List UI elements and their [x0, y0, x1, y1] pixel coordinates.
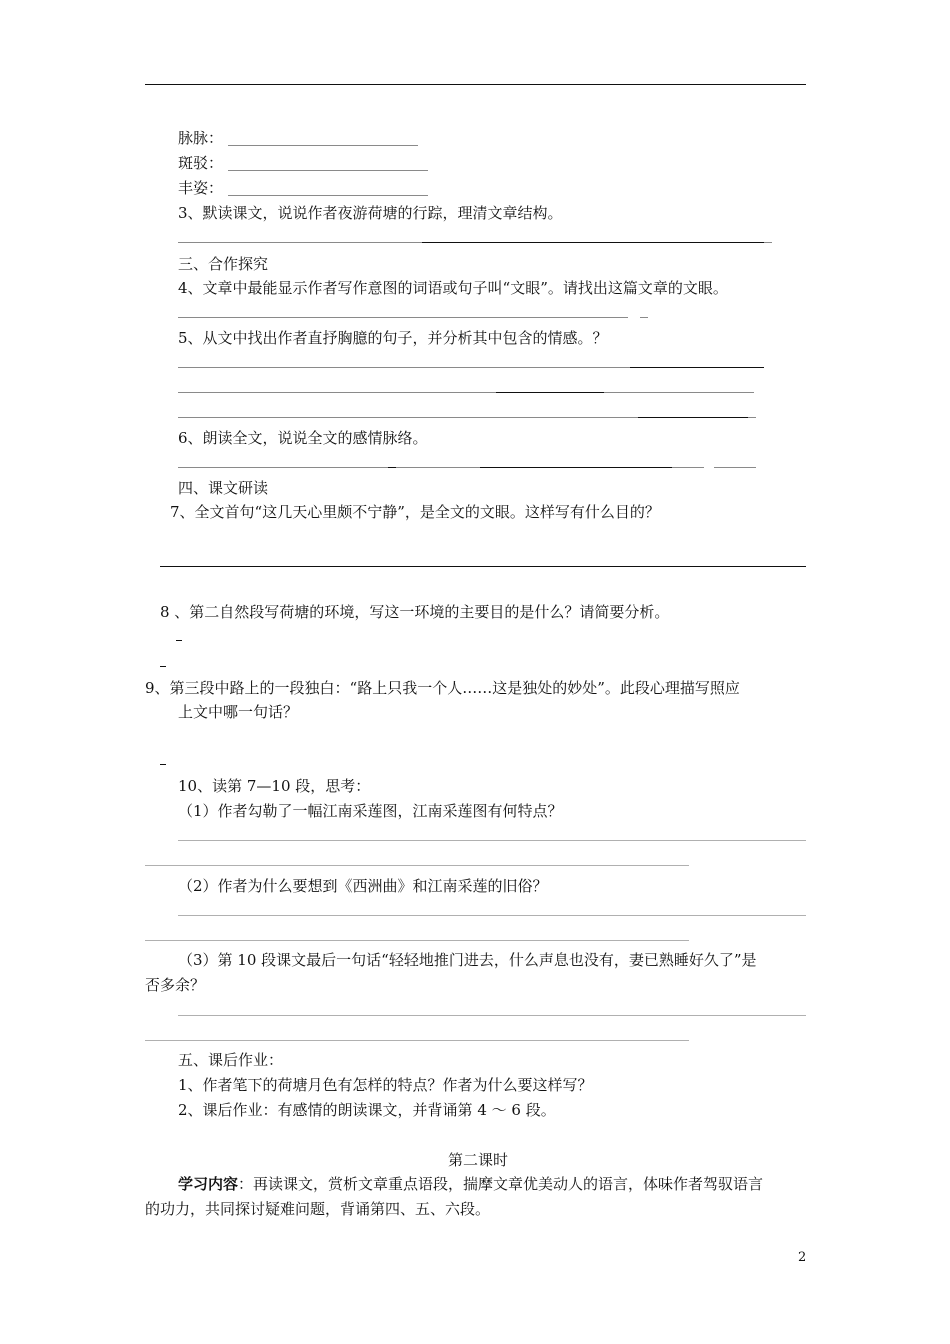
answer-line[interactable] — [388, 467, 396, 468]
question-6: 6、朗读全文，说说全文的感情脉络。 — [178, 429, 428, 447]
answer-blank[interactable] — [228, 145, 418, 146]
answer-line[interactable] — [178, 915, 806, 916]
homework-2: 2、课后作业：有感情的朗读课文，并背诵第 4 ～ 6 段。 — [178, 1101, 556, 1119]
answer-blank[interactable] — [228, 195, 428, 196]
homework-1: 1、作者笔下的荷塘月色有怎样的特点？作者为什么要这样写？ — [178, 1076, 593, 1094]
vocab-label: 脉脉： — [178, 129, 224, 147]
section-heading: 四、课文研读 — [178, 479, 269, 497]
answer-line[interactable] — [630, 367, 764, 368]
vocab-label: 丰姿： — [178, 179, 224, 197]
study-content-cont: 的功力，共同探讨疑难问题，背诵第四、五、六段。 — [145, 1200, 491, 1218]
answer-line[interactable] — [145, 940, 689, 941]
question-10-2: （2）作者为什么要想到《西洲曲》和江南采莲的旧俗？ — [178, 877, 548, 895]
answer-line[interactable] — [480, 467, 672, 468]
answer-line[interactable] — [640, 317, 648, 318]
question-10-3-cont: 否多余？ — [145, 976, 206, 994]
question-7: 7、全文首句“这几天心里颇不宁静”，是全文的文眼。这样写有什么目的？ — [170, 503, 660, 521]
answer-line[interactable] — [145, 865, 689, 866]
answer-line[interactable] — [496, 392, 604, 393]
answer-line[interactable] — [178, 242, 422, 243]
answer-line[interactable] — [178, 417, 638, 418]
question-8: 8 、第二自然段写荷塘的环境，写这一环境的主要目的是什么？请简要分析。 — [160, 603, 670, 621]
question-10: 10、读第 7—10 段，思考： — [178, 777, 371, 795]
lesson-title: 第二课时 — [448, 1151, 509, 1169]
question-3: 3、默读课文，说说作者夜游荷塘的行踪，理清文章结构。 — [178, 204, 563, 222]
answer-dash[interactable] — [160, 666, 166, 667]
answer-line[interactable] — [396, 467, 480, 468]
answer-blank[interactable] — [228, 170, 428, 171]
answer-line[interactable] — [160, 566, 806, 567]
page-number: 2 — [798, 1250, 807, 1265]
answer-line[interactable] — [604, 392, 754, 393]
question-9: 9、第三段中路上的一段独白：“路上只我一个人……这是独处的妙处”。此段心理描写照应 — [145, 679, 740, 697]
answer-line[interactable] — [145, 1040, 689, 1041]
answer-dash[interactable] — [176, 640, 182, 641]
answer-line[interactable] — [178, 317, 628, 318]
answer-line[interactable] — [178, 1015, 806, 1016]
study-label: 学习内容 — [178, 1175, 239, 1193]
section-heading: 三、合作探究 — [178, 255, 269, 273]
answer-line[interactable] — [178, 392, 496, 393]
answer-line[interactable] — [748, 417, 756, 418]
answer-dash[interactable] — [160, 764, 166, 765]
answer-line[interactable] — [178, 840, 806, 841]
header-rule — [145, 84, 806, 85]
answer-line[interactable] — [638, 417, 748, 418]
question-4: 4、文章中最能显示作者写作意图的词语或句子叫“文眼”。请找出这篇文章的文眼。 — [178, 279, 728, 297]
answer-line[interactable] — [672, 467, 704, 468]
answer-line[interactable] — [178, 367, 630, 368]
question-10-1: （1）作者勾勒了一幅江南采莲图，江南采莲图有何特点？ — [178, 802, 563, 820]
answer-line[interactable] — [764, 242, 772, 243]
answer-line[interactable] — [178, 467, 388, 468]
question-9-cont: 上文中哪一句话？ — [178, 703, 299, 721]
question-10-3: （3）第 10 段课文最后一句话“轻轻地推门进去，什么声息也没有，妻已熟睡好久了”是 — [178, 951, 757, 969]
answer-line[interactable] — [422, 242, 764, 243]
section-heading: 五、课后作业： — [178, 1051, 284, 1069]
study-text: ：再读课文，赏析文章重点语段，揣摩文章优美动人的语言，体味作者驾驭语言 — [238, 1175, 764, 1193]
question-5: 5、从文中找出作者直抒胸臆的句子，并分析其中包含的情感。？ — [178, 329, 608, 347]
answer-line[interactable] — [714, 467, 756, 468]
vocab-label: 斑驳： — [178, 154, 224, 172]
study-content — [178, 1174, 763, 1194]
